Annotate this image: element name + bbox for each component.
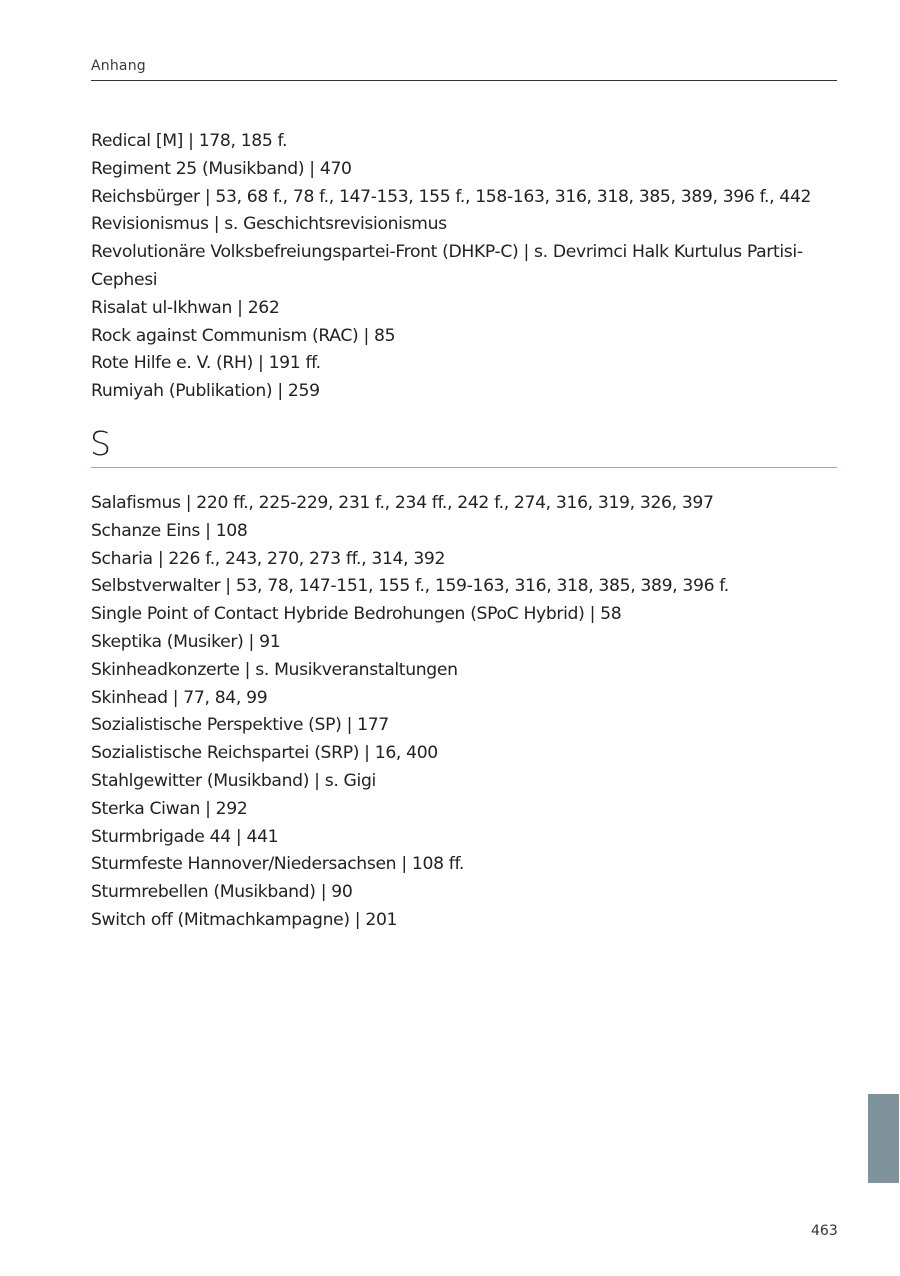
index-entry: Schanze Eins | 108 xyxy=(91,520,248,541)
index-entry: Rote Hilfe e. V. (RH) | 191 ff. xyxy=(91,353,321,374)
index-entry: Salafismus | 220 ff., 225-229, 231 f., 234 ff., 242 f., 274, 316, 319, 326, 397 xyxy=(91,493,714,513)
index-entry: Sozialistische Reichspartei (SRP) | 16, 400 xyxy=(91,743,438,764)
page-number: 463 xyxy=(811,1223,838,1239)
header-divider xyxy=(91,80,837,81)
index-entry: Sturmbrigade 44 | 441 xyxy=(91,826,279,847)
index-list-s xyxy=(91,490,837,935)
section-heading-s: S xyxy=(90,424,111,463)
index-entry: Sturmfeste Hannover/Niedersachsen | 108 ff. xyxy=(91,854,465,875)
index-entry: Reichsbürger | 53, 68 f., 78 f., 147-153, 155 f., 158-163, 316, 318, 385, 389, 396 f., 442 xyxy=(91,186,812,207)
index-entry: Revisionismus | s. Geschichtsrevisionismus xyxy=(91,214,447,235)
index-entry: Revolutionäre Volksbefreiungspartei-Front (DHKP-C) | s. Devrimci Halk Kurtulus Partisi-Cephesi xyxy=(91,242,803,290)
index-entry: Redical [M] | 178, 185 f. xyxy=(91,131,288,151)
index-entry: Skeptika (Musiker) | 91 xyxy=(91,631,281,652)
index-entry: Single Point of Contact Hybride Bedrohungen (SPoC Hybrid) | 58 xyxy=(91,604,622,625)
index-entry: Switch off (Mitmachkampagne) | 201 xyxy=(91,909,398,930)
index-entry: Rock against Communism (RAC) | 85 xyxy=(91,325,396,346)
index-entry: Sterka Ciwan | 292 xyxy=(91,798,248,819)
index-entry: Stahlgewitter (Musikband) | s. Gigi xyxy=(91,770,376,791)
index-list-r xyxy=(91,128,837,406)
index-entry: Skinhead | 77, 84, 99 xyxy=(91,687,268,708)
index-entry: Rumiyah (Publikation) | 259 xyxy=(91,381,320,402)
index-entry: Skinheadkonzerte | s. Musikveranstaltungen xyxy=(91,659,458,680)
index-entry: Regiment 25 (Musikband) | 470 xyxy=(91,158,352,179)
index-entry: Sozialistische Perspektive (SP) | 177 xyxy=(91,715,389,736)
section-divider xyxy=(91,467,837,468)
chapter-thumb-tab xyxy=(868,1094,899,1183)
index-entry: Risalat ul-Ikhwan | 262 xyxy=(91,297,280,318)
index-entry: Selbstverwalter | 53, 78, 147-151, 155 f., 159-163, 316, 318, 385, 389, 396 f. xyxy=(91,576,729,597)
index-entry: Sturmrebellen (Musikband) | 90 xyxy=(91,882,353,903)
index-entry: Scharia | 226 f., 243, 270, 273 ff., 314, 392 xyxy=(91,548,446,569)
running-head-title: Anhang xyxy=(91,58,146,74)
